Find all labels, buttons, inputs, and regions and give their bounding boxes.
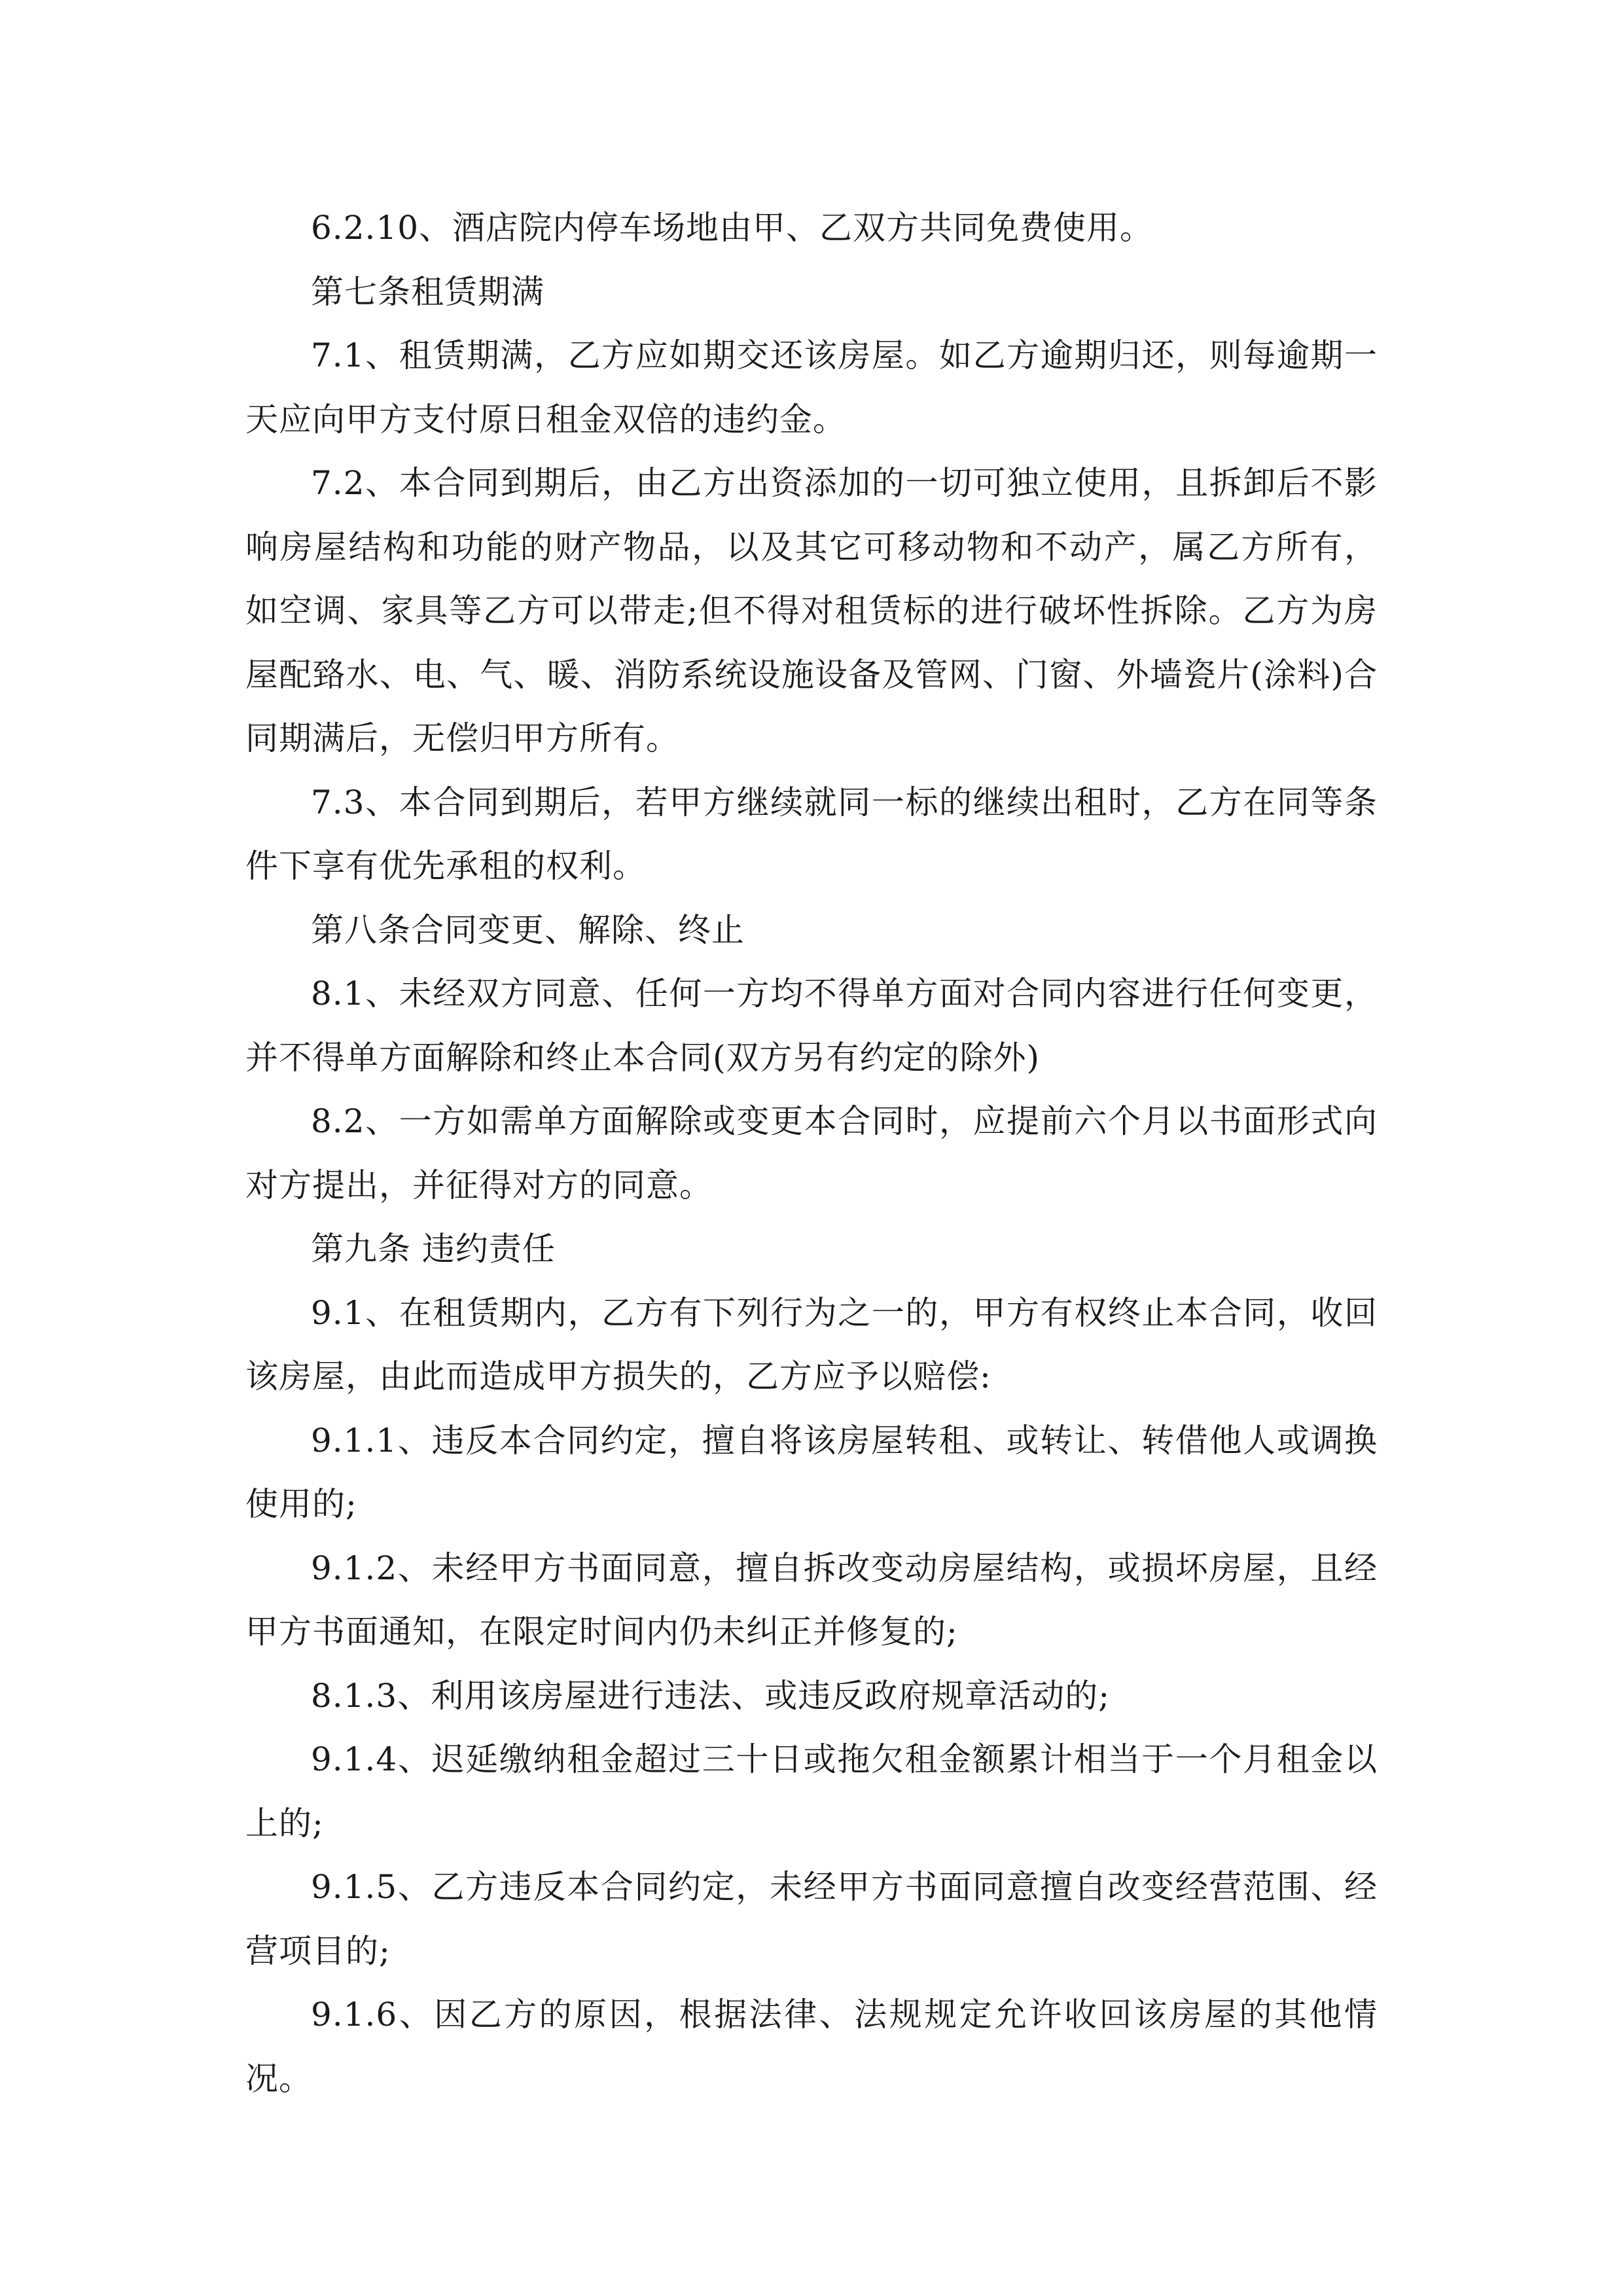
paragraph-9-1-4: 9.1.4、迟延缴纳租金超过三十日或拖欠租金额累计相当于一个月租金以上的; — [245, 1740, 1378, 1842]
paragraph-9-1-6: 9.1.6、因乙方的原因，根据法律、法规规定允许收回该房屋的其他情况。 — [245, 1996, 1378, 2098]
paragraph-7-1: 7.1、租赁期满，乙方应如期交还该房屋。如乙方逾期归还，则每逾期一天应向甲方支付原日租金双倍的违约金。 — [245, 336, 1378, 439]
paragraph-8-2: 8.2、一方如需单方面解除或变更本合同时，应提前六个月以书面形式向对方提出，并征得对方的同意。 — [245, 1102, 1378, 1204]
heading-article-7: 第七条租赁期满 — [311, 272, 544, 311]
paragraph-7-3: 7.3、本合同到期后，若甲方继续就同一标的继续出租时，乙方在同等条件下享有优先承租的权利。 — [245, 783, 1378, 885]
heading-article-8: 第八条合同变更、解除、终止 — [311, 910, 745, 949]
paragraph-9-1-2: 9.1.2、未经甲方书面同意，擅自拆改变动房屋结构，或损坏房屋，且经甲方书面通知，在限定时间内仍未纠正并修复的; — [245, 1549, 1378, 1651]
heading-article-9: 第九条 违约责任 — [311, 1230, 556, 1268]
paragraph-9-1: 9.1、在租赁期内，乙方有下列行为之一的，甲方有权终止本合同，收回该房屋，由此而造成甲方损失的，乙方应予以赔偿: — [245, 1293, 1378, 1395]
paragraph-9-1-1: 9.1.1、违反本合同约定，擅自将该房屋转租、或转让、转借他人或调换使用的; — [245, 1421, 1378, 1523]
paragraph-8-1-3: 8.1.3、利用该房屋进行违法、或违反政府规章活动的; — [311, 1676, 1111, 1715]
document-body — [245, 196, 1378, 2111]
paragraph-9-1-5: 9.1.5、乙方违反本合同约定，未经甲方书面同意擅自改变经营范围、经营项目的; — [245, 1868, 1378, 1970]
paragraph-6-2-10: 6.2.10、酒店院内停车场地由甲、乙双方共同免费使用。 — [311, 209, 1154, 247]
paragraph-7-2: 7.2、本合同到期后，由乙方出资添加的一切可独立使用，且拆卸后不影响房屋结构和功能的财产物品，以及其它可移动物和不动产，属乙方所有，如空调、家具等乙方可以带走;但不得对租赁标的进行破坏性拆除。乙方为房屋配臵水、电、气、暖、消防系统设施设备及管网、门窗、外墙瓷片(涂料)合同期满后，无偿归甲方所有。 — [245, 464, 1378, 757]
paragraph-8-1: 8.1、未经双方同意、任何一方均不得单方面对合同内容进行任何变更，并不得单方面解除和终止本合同(双方另有约定的除外) — [245, 975, 1378, 1077]
